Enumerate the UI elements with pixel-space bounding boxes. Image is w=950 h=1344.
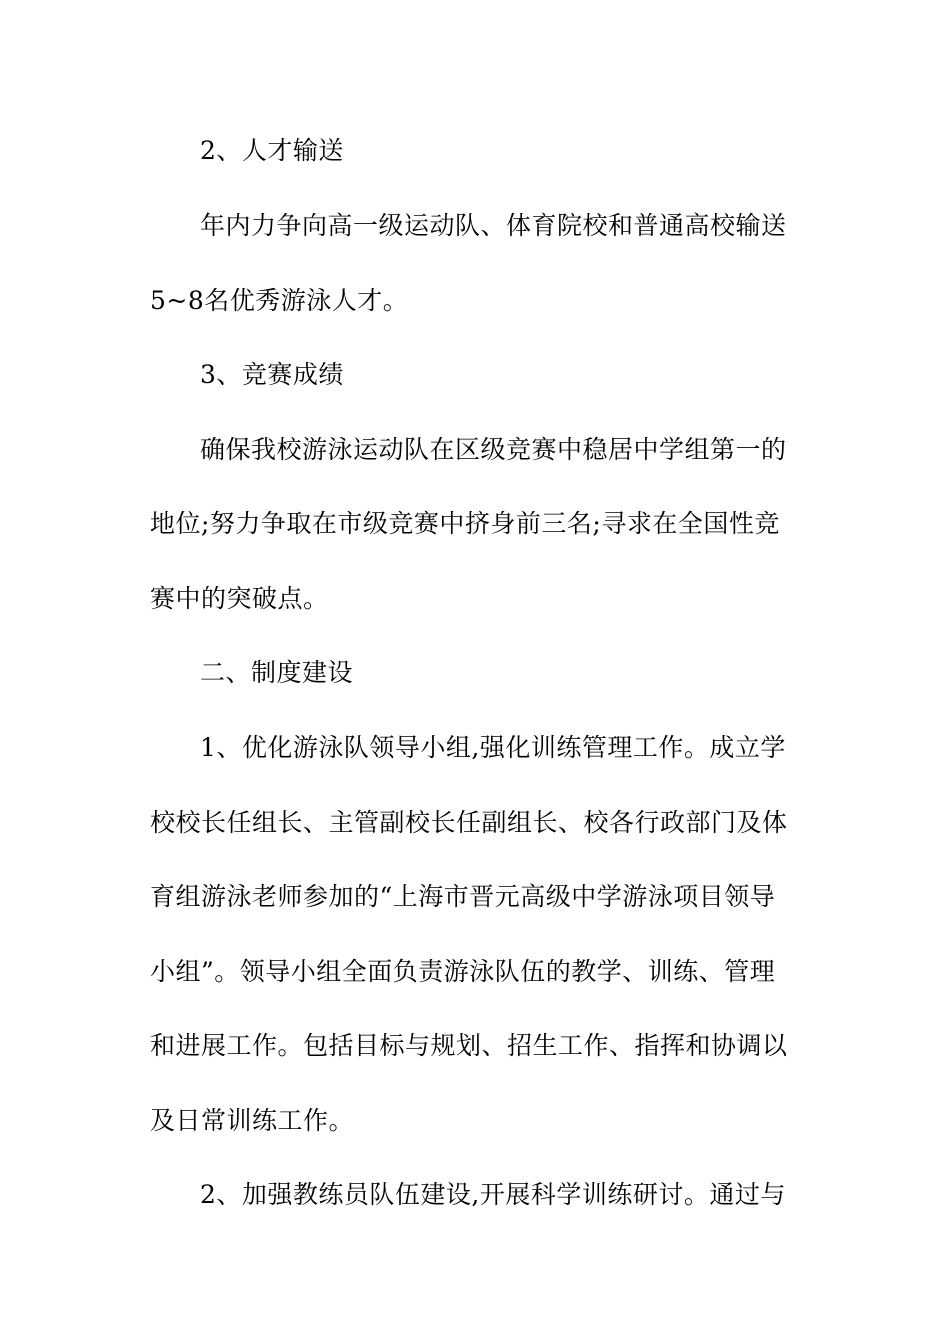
- paragraph-line: 5~8名优秀游泳人才。: [150, 286, 409, 315]
- paragraph-line: 年内力争向高一级运动队、体育院校和普通高校输送: [200, 211, 787, 240]
- paragraph-line: 确保我校游泳运动队在区级竞赛中稳居中学组第一的: [200, 435, 787, 464]
- paragraph-line: 1、优化游泳队领导小组,强化训练管理工作。成立学: [200, 733, 786, 762]
- paragraph-line: 校校长任组长、主管副校长任副组长、校各行政部门及体: [150, 808, 788, 837]
- subheading-competition-results: 3、竞赛成绩: [200, 360, 344, 389]
- paragraph-line: 及日常训练工作。: [150, 1106, 355, 1135]
- paragraph-line: 地位;努力争取在市级竞赛中挤身前三名;寻求在全国性竞: [150, 509, 780, 538]
- paragraph-line: 2、加强教练员队伍建设,开展科学训练研讨。通过与: [200, 1180, 786, 1209]
- paragraph-line: 育组游泳老师参加的“上海市晋元高级中学游泳项目领导: [150, 882, 776, 911]
- section-heading-system-building: 二、制度建设: [200, 658, 354, 687]
- paragraph-line: 小组”。领导小组全面负责游泳队伍的教学、训练、管理: [150, 957, 776, 986]
- paragraph-line: 赛中的突破点。: [150, 584, 329, 613]
- subheading-talent-delivery: 2、人才输送: [200, 136, 344, 165]
- paragraph-line: 和进展工作。包括目标与规划、招生工作、指挥和协调以: [150, 1031, 788, 1060]
